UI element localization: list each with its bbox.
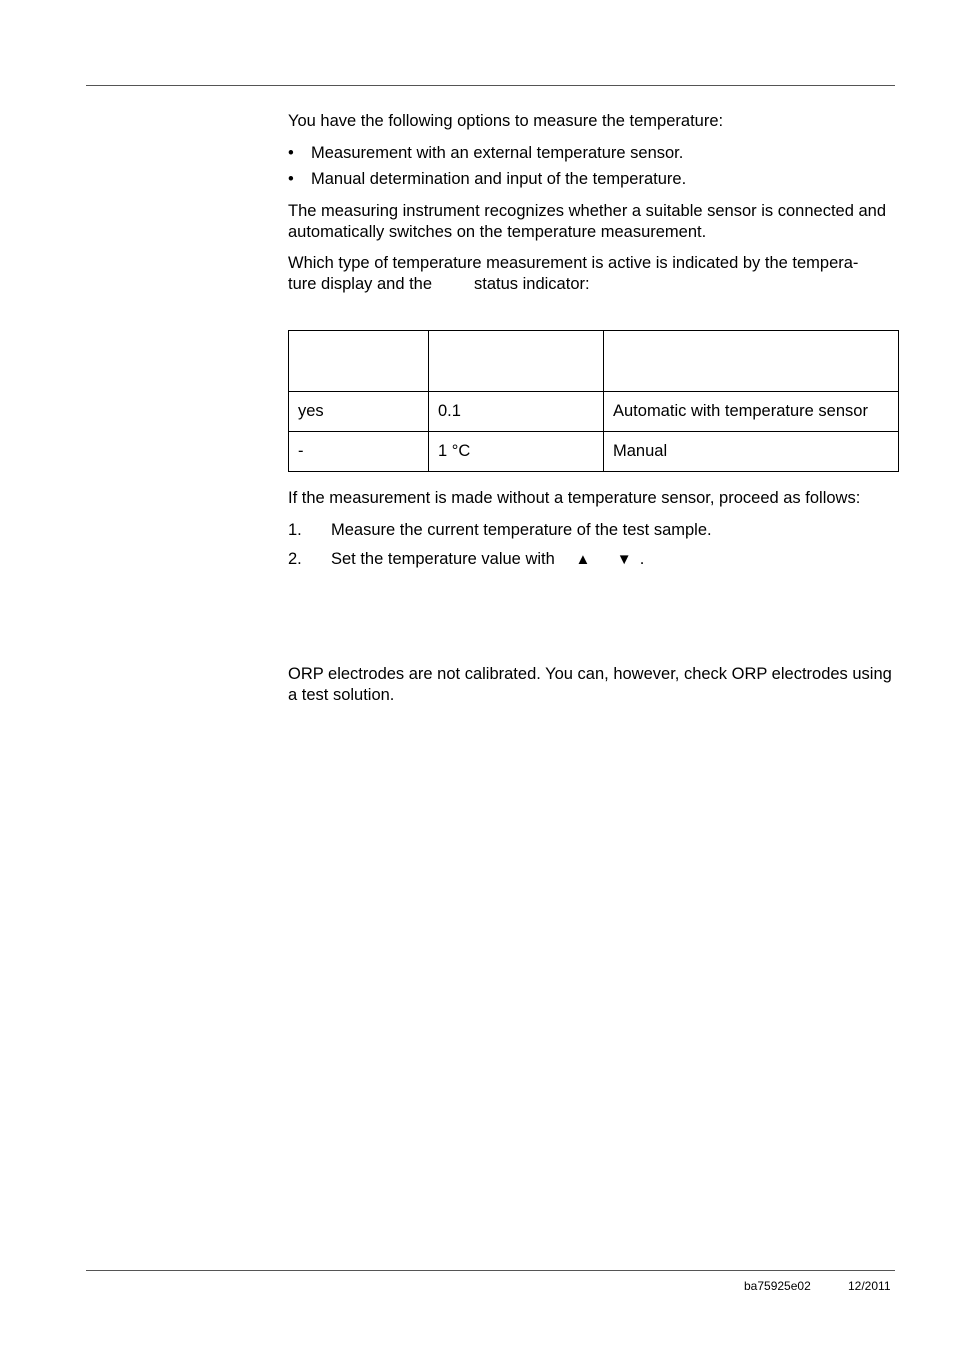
table-cell: Automatic with temperature sensor [604,392,899,432]
step-number: 2. [288,550,302,568]
table-header-cell [429,331,604,392]
table-cell: - [289,432,429,472]
recognize-text: The measuring instrument recognizes whether a suitable sensor is connected and automatically switches on the temperature measurement. [288,202,886,241]
option-text: Measurement with an external temperature sensor. [311,144,684,162]
indicator-line2-a: ture display and the [288,275,433,293]
intro-text: You have the following options to measure the temperature: [288,112,724,130]
table-cell: yes [289,392,429,432]
orp-text: ORP electrodes are not calibrated. You can, however, check ORP electrodes using a test solution. [288,665,892,704]
arrow-down-icon: ▼ [616,551,632,568]
indicator-line1: Which type of temperature measurement is active is indicated by the tempera- [288,254,859,272]
step-end: . [639,550,645,568]
indicator-line2-b: status indicator: [474,275,590,293]
table-cell: Manual [604,432,899,472]
table-header-cell [604,331,899,392]
footer-date: 12/2011 [848,1279,891,1293]
footer-rule [86,1270,895,1271]
table-row [289,432,899,472]
table-cell: 1 °C [429,432,604,472]
table-header-row [289,331,899,392]
bullet: • [288,170,294,188]
table-header-cell [289,331,429,392]
indicator-text [288,253,900,295]
manual-intro-text: If the measurement is made without a temperature sensor, proceed as follows: [288,489,861,507]
arrow-up-icon: ▲ [575,551,591,568]
table-cell: 0.1 [429,392,604,432]
step-text: Set the temperature value with [331,550,555,568]
header-rule [86,85,895,86]
bullet: • [288,144,294,162]
option-text: Manual determination and input of the temperature. [311,170,687,188]
footer-doc-id: ba75925e02 [744,1279,811,1293]
table-row [289,392,899,432]
temperature-table [288,330,899,472]
step-text: Measure the current temperature of the test sample. [331,521,712,539]
step-number: 1. [288,521,302,539]
